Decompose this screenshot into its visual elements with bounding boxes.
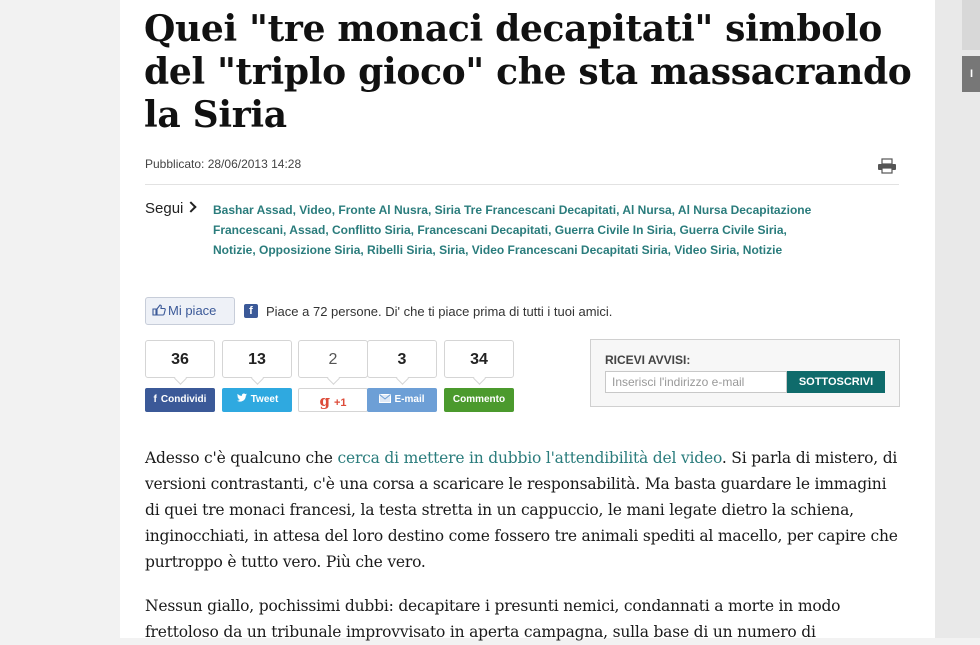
share-count-google: 2 — [298, 340, 368, 378]
tag-link[interactable]: Notizie — [742, 243, 783, 257]
article-inline-link[interactable]: cerca di mettere in dubbio l'attendibilità del video — [337, 449, 722, 467]
tag-link[interactable]: Ribelli Siria — [367, 243, 433, 257]
sidebar-tab[interactable]: I — [962, 56, 980, 92]
right-sidebar — [935, 0, 980, 638]
subscribe-button[interactable]: SOTTOSCRIVI — [787, 371, 885, 393]
envelope-icon — [379, 394, 391, 403]
share-count-comment: 34 — [444, 340, 514, 378]
share-count-email: 3 — [367, 340, 437, 378]
facebook-like-text: Piace a 72 persone. Di' che ti piace prima di tutti i tuoi amici. — [266, 304, 613, 319]
tag-link[interactable]: Video Francescani Decapitati Siria — [471, 243, 668, 257]
tag-link[interactable]: Video — [299, 203, 332, 217]
tweet-button[interactable]: Tweet — [222, 388, 292, 412]
google-g-icon: g — [319, 392, 330, 410]
divider — [145, 184, 899, 185]
tag-link[interactable]: Al Nursa — [622, 203, 672, 217]
tag-link[interactable]: Opposizione Siria — [259, 243, 361, 257]
tag-link[interactable]: Francescani Decapitati — [417, 223, 549, 237]
email-share-button[interactable]: E-mail — [367, 388, 437, 412]
alerts-label: RICEVI AVVISI: — [605, 353, 691, 367]
published-date: Pubblicato: 28/06/2013 14:28 — [145, 157, 302, 171]
tag-link[interactable]: Guerra Civile In Siria — [554, 223, 673, 237]
facebook-f-icon: f — [153, 394, 157, 405]
tag-link[interactable]: Bashar Assad — [213, 203, 293, 217]
tag-link[interactable]: Siria Tre Francescani Decapitati — [434, 203, 617, 217]
tag-link[interactable]: Notizie — [213, 243, 253, 257]
article-paragraph-1: Adesso c'è qualcuno che cerca di mettere in dubbio l'attendibilità del video. Si parla di mistero, di versioni contrastanti, c'è una corsa a scaricare le responsabilità. Ma basta guardare le immagini di quei tre monaci francesi, la testa stretta in un cappuccio, le mani legate dietro la schiena, inginocchiati, in attesa del loro destino come fossero tre animali spediti al macello, per capire che purtroppo è tutto vero. Più che vero. — [145, 449, 898, 571]
comment-button[interactable]: Commento — [444, 388, 514, 412]
thumbs-up-icon — [152, 304, 166, 316]
share-count-twitter: 13 — [222, 340, 292, 378]
email-input[interactable] — [605, 371, 787, 393]
printer-icon[interactable] — [877, 158, 897, 174]
share-count-facebook: 36 — [145, 340, 215, 378]
tag-link[interactable]: Guerra Civile Siria — [679, 223, 784, 237]
tag-link[interactable]: Video Siria — [674, 243, 737, 257]
article-title: Quei "tre monaci decapitati" simbolo del "triplo gioco" che sta massacrando la Siria — [144, 8, 912, 136]
tag-list: Bashar Assad, Video, Fronte Al Nusra, Siria Tre Francescani Decapitati, Al Nursa, Al Nursa Decapitazione Francescani, Assad, Conflitto Siria, Francescani Decapitati, Guerra Civile In Siria, Guerra Civile Siria, Notizie, Opposizione Siria, Ribelli Siria, Siria, Video Francescani Decapitati Siria, Video Siria, Notizie — [213, 203, 812, 257]
tag-link[interactable]: Assad — [289, 223, 326, 237]
chevron-right-icon — [186, 201, 197, 212]
tag-link[interactable]: Siria — [439, 243, 466, 257]
facebook-like-button[interactable]: Mi piace — [145, 297, 235, 325]
tag-link[interactable]: Conflitto Siria — [331, 223, 411, 237]
google-plus-button[interactable]: g +1 — [298, 388, 368, 412]
segui-label: Segui — [145, 200, 195, 217]
alerts-box — [590, 339, 900, 407]
twitter-bird-icon — [236, 393, 248, 403]
facebook-icon: f — [244, 304, 258, 318]
facebook-share-button[interactable]: f Condividi — [145, 388, 215, 412]
tag-link[interactable]: Al Nursa Decapitazione Francescani — [213, 203, 812, 237]
article-paragraph-2: Nessun giallo, pochissimi dubbi: decapitare i presunti nemici, condannati a morte in modo frettoloso da un tribunale improvvisato in aperta campagna, sulla base di un numero di — [145, 597, 841, 641]
tag-link[interactable]: Fronte Al Nusra — [338, 203, 428, 217]
sidebar-top-block — [962, 0, 980, 50]
